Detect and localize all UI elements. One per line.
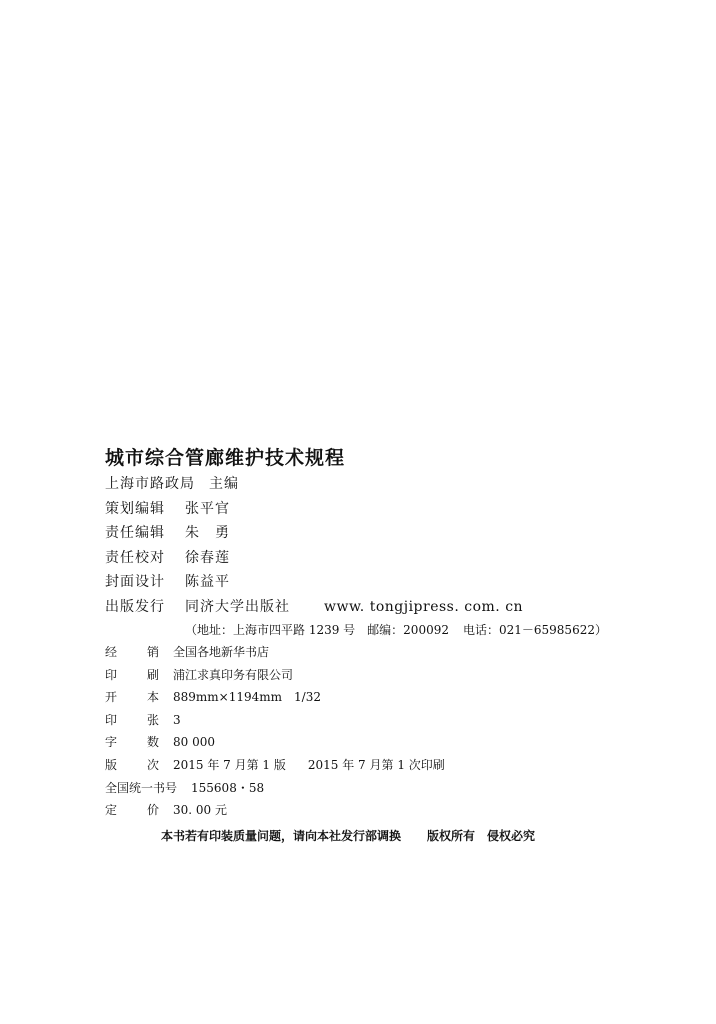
notice-text: 本书若有印装质量问题，请向本社发行部调换 <box>161 828 402 843</box>
publisher-website[interactable]: www. tongjipress. com. cn <box>324 598 524 615</box>
credit-label: 责任校对 <box>105 549 165 566</box>
colophon <box>105 444 625 849</box>
publisher-name: 同济大学出版社 <box>185 598 290 615</box>
spec-row-format <box>105 686 625 709</box>
spec-row-distributor <box>105 641 625 664</box>
spec-value: 30. 00 元 <box>173 803 227 818</box>
spec-label-char: 数 <box>147 735 160 750</box>
spec-value-printing: 2015 年 7 月第 1 次印刷 <box>307 757 445 772</box>
infringement-notice: 侵权必究 <box>487 828 536 843</box>
spec-label-char: 印 <box>105 667 118 682</box>
spec-value: 全国各地新华书店 <box>173 645 270 659</box>
spec-label-char: 版 <box>105 757 118 772</box>
author-row <box>105 472 625 497</box>
credit-label: 策划编辑 <box>105 500 165 517</box>
spec-label-char: 印 <box>105 712 118 727</box>
spec-row-words <box>105 731 625 754</box>
credit-label: 责任编辑 <box>105 525 165 541</box>
spec-label-char: 价 <box>147 803 160 818</box>
spec-label: 全国统一书号 <box>105 780 178 795</box>
credit-value: 张平官 <box>185 500 230 517</box>
spec-value: 80 000 <box>173 735 215 750</box>
publisher-postcode: 邮编：200092 <box>367 623 449 637</box>
spec-value: 浦江求真印务有限公司 <box>173 667 294 682</box>
rights-notice <box>105 823 625 849</box>
spec-label-char: 次 <box>147 757 160 772</box>
spec-row-book-number <box>105 777 625 800</box>
publisher-phone: 电话：021－65985622） <box>462 623 607 637</box>
spec-label-char: 本 <box>147 690 160 705</box>
spec-label-char: 经 <box>105 645 118 659</box>
author-role: 主编 <box>209 476 239 492</box>
spec-value-edition: 2015 年 7 月第 1 版 <box>173 757 286 772</box>
publisher-address: （地址：上海市四平路 1239 号 <box>185 623 356 637</box>
spec-label-char: 定 <box>105 803 118 818</box>
credit-value: 朱 勇 <box>185 525 230 541</box>
spec-value: 155608・58 <box>191 780 265 795</box>
author-name: 上海市路政局 <box>105 476 195 492</box>
spec-value: 3 <box>173 712 181 727</box>
spec-row-printer <box>105 664 625 687</box>
book-title: 城市综合管廊维护技术规程 <box>105 447 346 469</box>
publisher-row <box>105 595 625 620</box>
rights-reserved: 版权所有 <box>427 828 476 843</box>
spec-label-char: 张 <box>147 712 160 727</box>
credit-row-planning-editor <box>105 497 625 522</box>
credit-row-responsible-editor <box>105 521 625 546</box>
credit-row-cover-design <box>105 570 625 595</box>
credit-value: 徐春莲 <box>185 549 230 566</box>
credit-row-proofreader <box>105 546 625 571</box>
publisher-label: 出版发行 <box>105 598 165 615</box>
spec-label-char: 销 <box>147 645 160 659</box>
spec-label-char: 开 <box>105 690 118 705</box>
spec-label-char: 字 <box>105 735 118 750</box>
credit-label: 封面设计 <box>105 574 165 590</box>
publisher-address-row <box>105 619 625 641</box>
spec-row-sheets <box>105 709 625 732</box>
spec-value: 889mm×1194mm 1/32 <box>173 690 321 705</box>
spec-label-char: 刷 <box>147 667 160 682</box>
spec-row-price <box>105 799 625 822</box>
spec-row-edition <box>105 754 625 777</box>
credit-value: 陈益平 <box>185 574 230 590</box>
